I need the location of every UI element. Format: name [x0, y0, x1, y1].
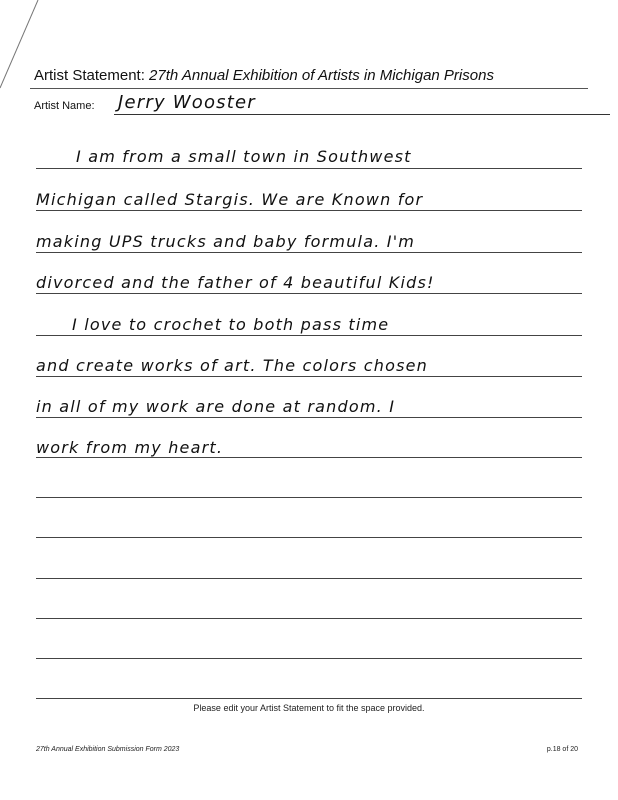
ruled-line [36, 417, 582, 418]
ruled-line [36, 658, 582, 659]
artist-name-value: Jerry Wooster [118, 92, 256, 113]
artist-name-line [114, 114, 610, 115]
statement-line-2: Michigan called Stargis. We are Known for [36, 190, 424, 209]
statement-line-7: in all of my work are done at random. I [36, 397, 396, 416]
statement-line-6: and create works of art. The colors chosen [36, 356, 429, 375]
ruled-line [36, 537, 582, 538]
artist-name-label: Artist Name: [34, 100, 95, 112]
title-main: Artist Statement: [34, 67, 150, 84]
statement-line-5: I love to crochet to both pass time [72, 315, 390, 334]
page-number: p.18 of 20 [546, 746, 578, 753]
ruled-line [36, 335, 582, 336]
ruled-line [36, 578, 582, 579]
title-sub: 27th Annual Exhibition of Artists in Michigan Prisons [149, 67, 494, 84]
ruled-line [36, 376, 582, 377]
ruled-line [36, 698, 582, 699]
header-rule [30, 88, 588, 89]
statement-line-8: work from my heart. [36, 438, 224, 457]
ruled-line [36, 168, 582, 169]
ruled-line [36, 618, 582, 619]
form-name: 27th Annual Exhibition Submission Form 2023 [36, 746, 180, 753]
statement-line-3: making UPS trucks and baby formula. I'm [36, 232, 416, 251]
ruled-line [36, 293, 582, 294]
ruled-line [36, 497, 582, 498]
footer-instruction: Please edit your Artist Statement to fit the space provided. [193, 703, 425, 713]
ruled-line [36, 210, 582, 211]
statement-line-4: divorced and the father of 4 beautiful Kids! [36, 273, 435, 292]
page-title [34, 67, 594, 84]
statement-line-1: I am from a small town in Southwest [76, 147, 412, 166]
ruled-line [36, 252, 582, 253]
artist-name-row [34, 92, 594, 116]
ruled-line [36, 457, 582, 458]
